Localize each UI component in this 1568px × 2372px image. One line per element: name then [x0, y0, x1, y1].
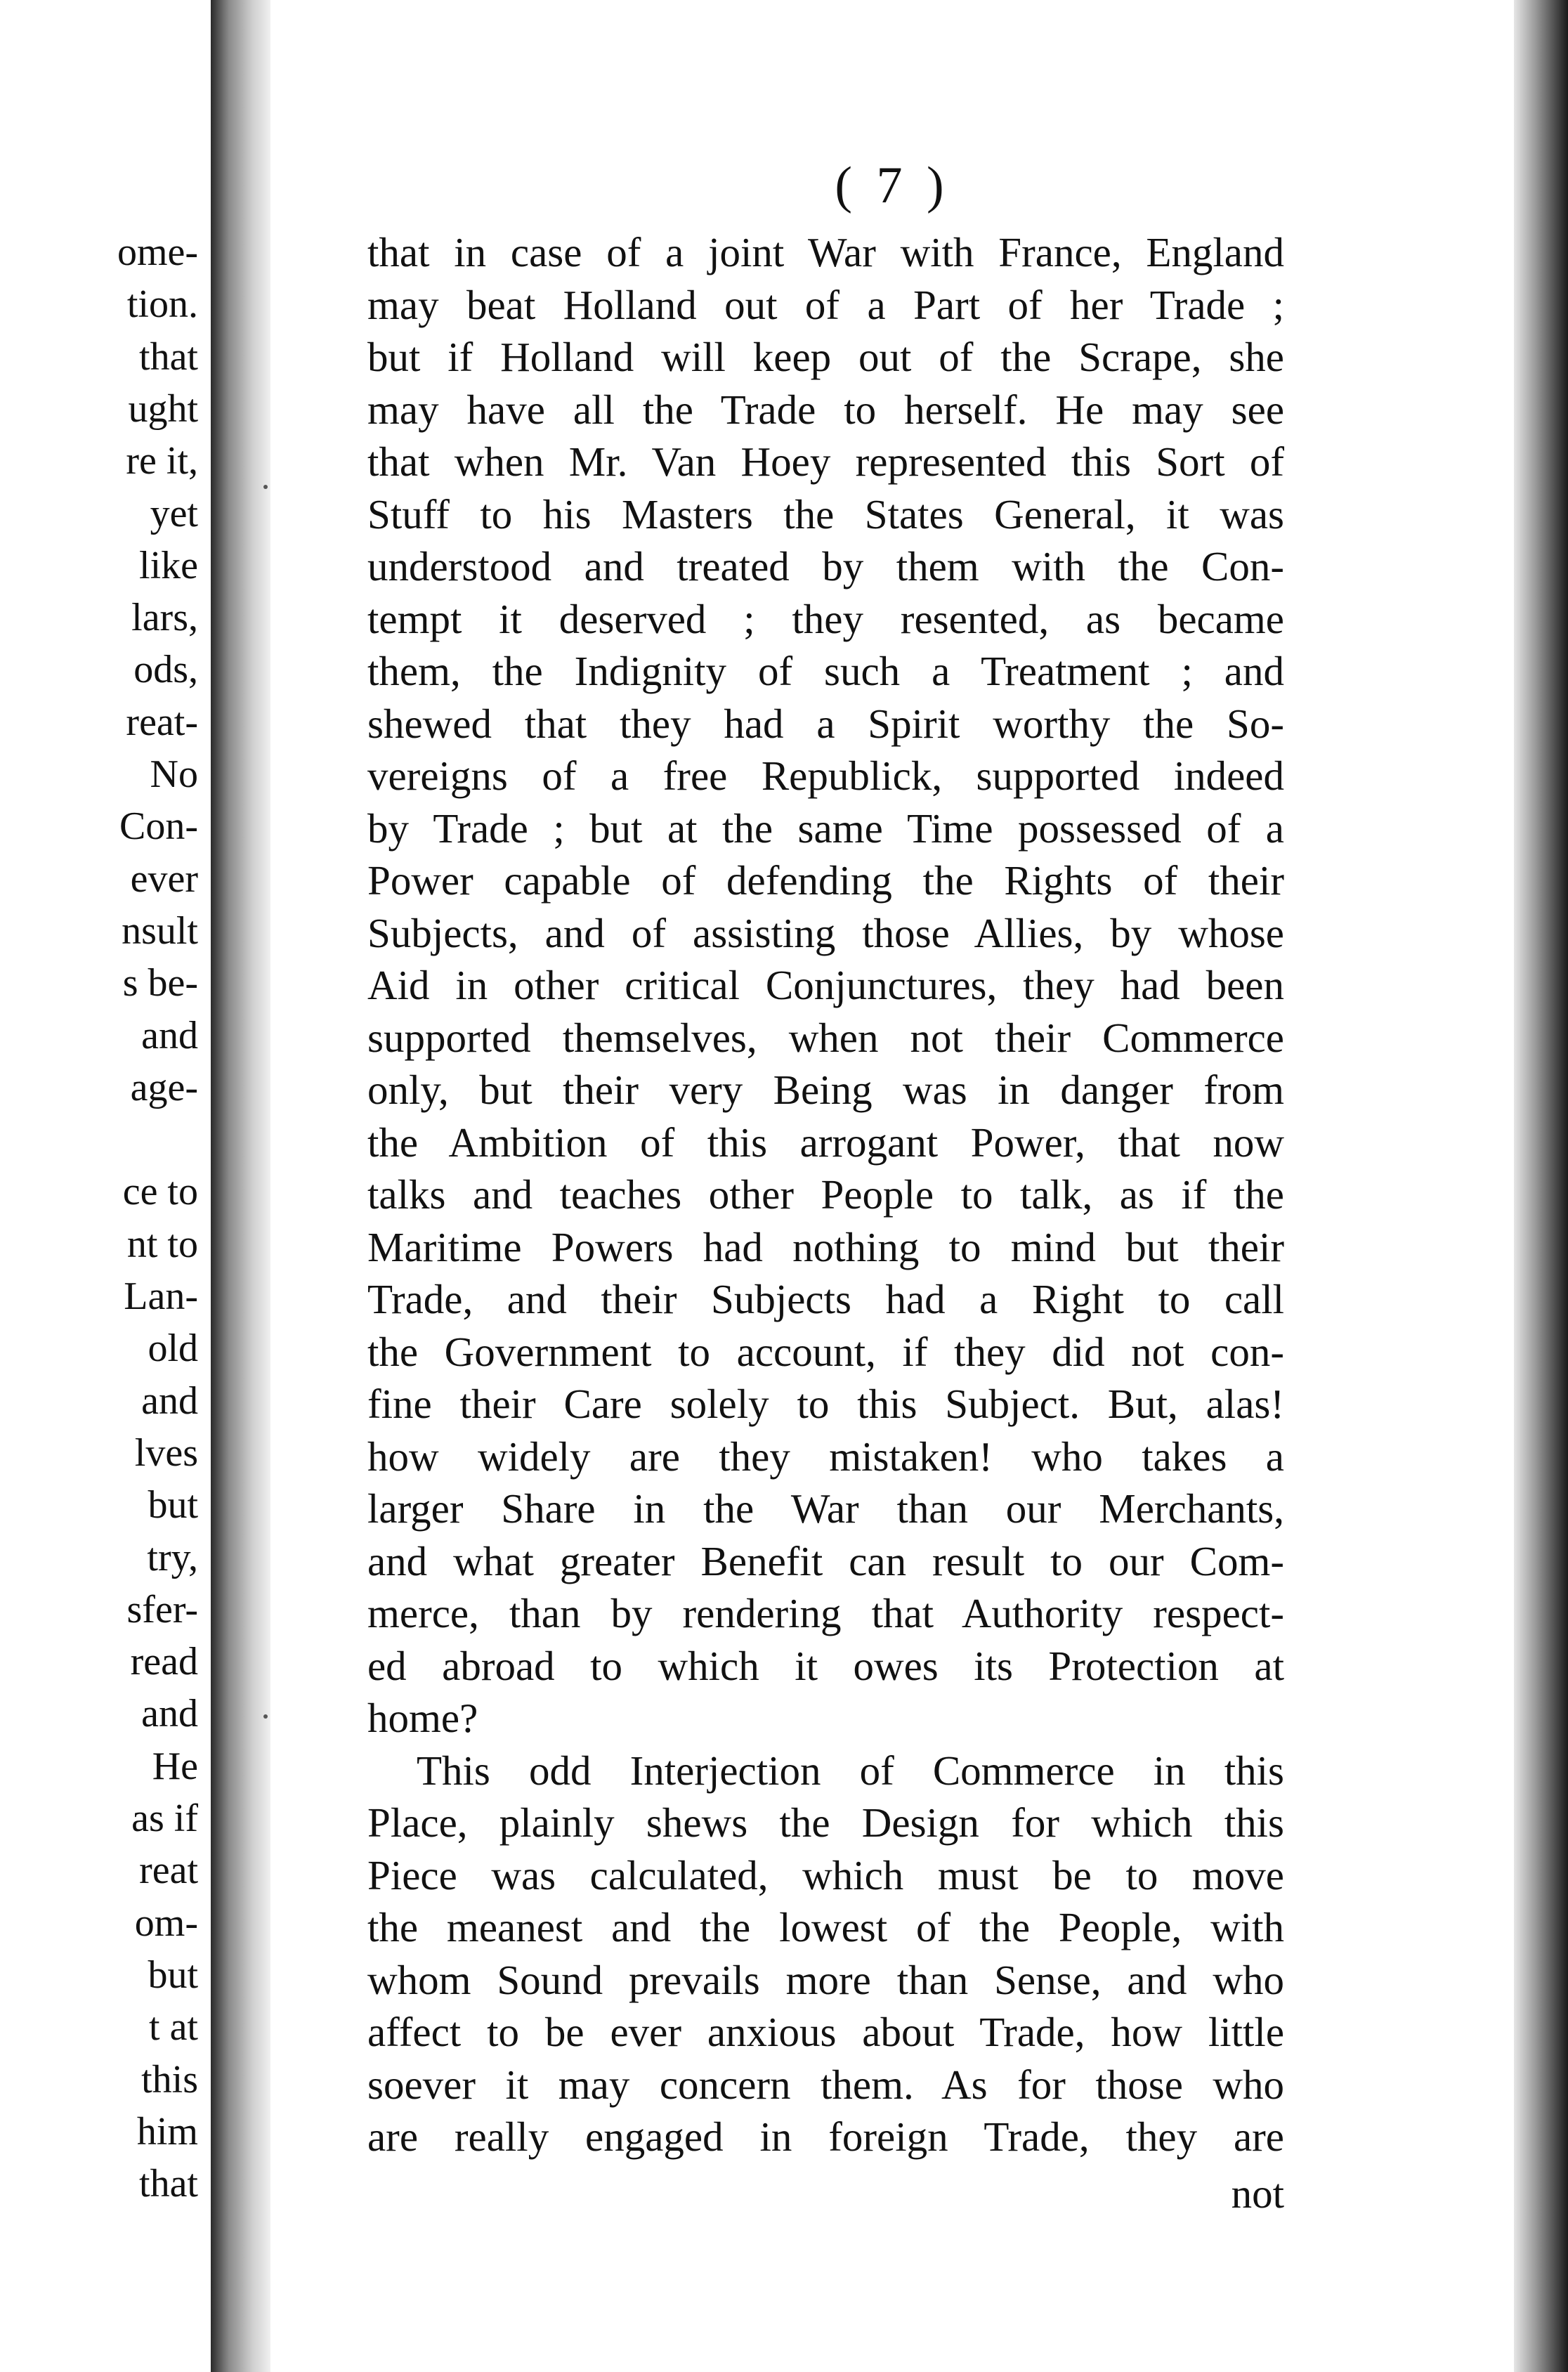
text-line: whom Sound prevails more than Sense, and who: [367, 1956, 1284, 2003]
facing-page-line: age-: [130, 1065, 198, 1109]
margin-mark: [263, 485, 268, 489]
facing-page-line: read: [130, 1640, 198, 1684]
facing-page-line: No: [150, 752, 198, 796]
facing-page-line: nt to: [126, 1222, 198, 1266]
facing-page-line: lves: [134, 1431, 198, 1475]
body-text: [367, 226, 1284, 2163]
text-line: ed abroad to which it owes its Protection at: [367, 1642, 1284, 1689]
page-number: ( 7 ): [835, 157, 950, 214]
book-gutter: [211, 0, 270, 2372]
facing-page-fragment: [0, 0, 211, 2372]
text-line: affect to be ever anxious about Trade, how little: [367, 2009, 1284, 2055]
text-line: understood and treated by them with the Con-: [367, 543, 1284, 589]
text-line: that when Mr. Van Hoey represented this Sort of: [367, 438, 1284, 485]
page-edge-shadow: [1514, 0, 1568, 2372]
text-line: may beat Holland out of a Part of her Trade ;: [367, 281, 1284, 328]
text-line: shewed that they had a Spirit worthy the So-: [367, 700, 1284, 747]
text-line: Place, plainly shews the Design for which this: [367, 1799, 1284, 1846]
facing-page-line: reat-: [126, 700, 198, 744]
text-line: Stuff to his Masters the States General, it was: [367, 490, 1284, 537]
facing-page-line: reat: [139, 1849, 198, 1893]
text-line: Piece was calculated, which must be to move: [367, 1851, 1284, 1898]
text-line: Power capable of defending the Rights of their: [367, 857, 1284, 904]
facing-page-line: tion.: [126, 282, 198, 327]
text-line: soever it may concern them. As for those who: [367, 2061, 1284, 2108]
facing-page-line: ever: [130, 856, 198, 901]
facing-page-line: sfer-: [126, 1587, 198, 1631]
text-line: and what greater Benefit can result to our Com-: [367, 1537, 1284, 1584]
text-line: the Government to account, if they did not con-: [367, 1328, 1284, 1375]
text-line: merce, than by rendering that Authority respect-: [367, 1590, 1284, 1636]
facing-page-line: like: [139, 543, 198, 587]
book-page: [270, 0, 1514, 2372]
text-line: only, but their very Being was in danger from: [367, 1067, 1284, 1113]
facing-page-line: that: [139, 334, 198, 379]
text-line: supported themselves, when not their Commerce: [367, 1014, 1284, 1061]
facing-page-line: ods,: [133, 648, 198, 692]
text-line: talks and teaches other People to talk, as if the: [367, 1171, 1284, 1218]
facing-page-line: lars,: [131, 596, 198, 640]
facing-page-line: as if: [131, 1797, 198, 1840]
text-line: larger Share in the War than our Merchants,: [367, 1485, 1284, 1532]
text-line: Maritime Powers had nothing to mind but their: [367, 1223, 1284, 1270]
text-line: them, the Indignity of such a Treatment ; and: [367, 648, 1284, 694]
facing-page-line: and: [141, 1692, 198, 1736]
facing-page-line: re it,: [126, 439, 198, 483]
facing-page-line: yet: [150, 491, 198, 535]
margin-mark: [263, 1714, 268, 1719]
text-line: may have all the Trade to herself. He may see: [367, 386, 1284, 433]
facing-page-line: this: [141, 2057, 198, 2101]
facing-page-line: om-: [134, 1901, 198, 1945]
facing-page-line: ome-: [117, 230, 198, 274]
text-line: the meanest and the lowest of the People, with: [367, 1904, 1284, 1950]
facing-page-line: try,: [147, 1535, 198, 1579]
facing-page-line: old: [148, 1327, 198, 1371]
facing-page-line: nsult: [122, 908, 198, 953]
text-line: by Trade ; but at the same Time possessed of a: [367, 804, 1284, 852]
facing-page-line: ught: [128, 386, 198, 431]
text-line: Subjects, and of assisting those Allies, by whose: [367, 909, 1284, 956]
text-line: home?: [367, 1695, 478, 1741]
facing-page-line: ce to: [122, 1170, 198, 1214]
facing-page-line: Con-: [119, 804, 198, 849]
text-line: but if Holland will keep out of the Scrape, she: [367, 334, 1284, 380]
text-line: Trade, and their Subjects had a Right to call: [367, 1276, 1284, 1322]
text-line: that in case of a joint War with France, England: [367, 229, 1284, 275]
text-line: the Ambition of this arrogant Power, that now: [367, 1119, 1284, 1166]
text-line: vereigns of a free Republick, supported indeed: [367, 752, 1284, 799]
text-line: fine their Care solely to this Subject. But, alas!: [367, 1381, 1284, 1427]
facing-page-line: and: [141, 1379, 198, 1423]
text-line: are really engaged in foreign Trade, they are: [367, 2113, 1284, 2160]
facing-page-line: and: [141, 1013, 198, 1057]
facing-page-line: He: [152, 1744, 198, 1788]
facing-page-line: that: [139, 2162, 198, 2206]
facing-page-line: but: [148, 1483, 198, 1527]
facing-page-line: t at: [149, 2005, 198, 2050]
text-line: tempt it deserved ; they resented, as became: [367, 595, 1284, 642]
facing-page-line: him: [136, 2109, 198, 2153]
facing-page-line: Lan-: [124, 1275, 198, 1318]
facing-page-line: s be-: [122, 961, 198, 1005]
catchword: not: [1231, 2170, 1284, 2217]
facing-page-line: but: [148, 1953, 198, 1997]
text-line: how widely are they mistaken! who takes a: [367, 1433, 1284, 1480]
text-line: Aid in other critical Conjunctures, they had been: [367, 962, 1284, 1008]
text-line: This odd Interjection of Commerce in this: [417, 1747, 1284, 1794]
